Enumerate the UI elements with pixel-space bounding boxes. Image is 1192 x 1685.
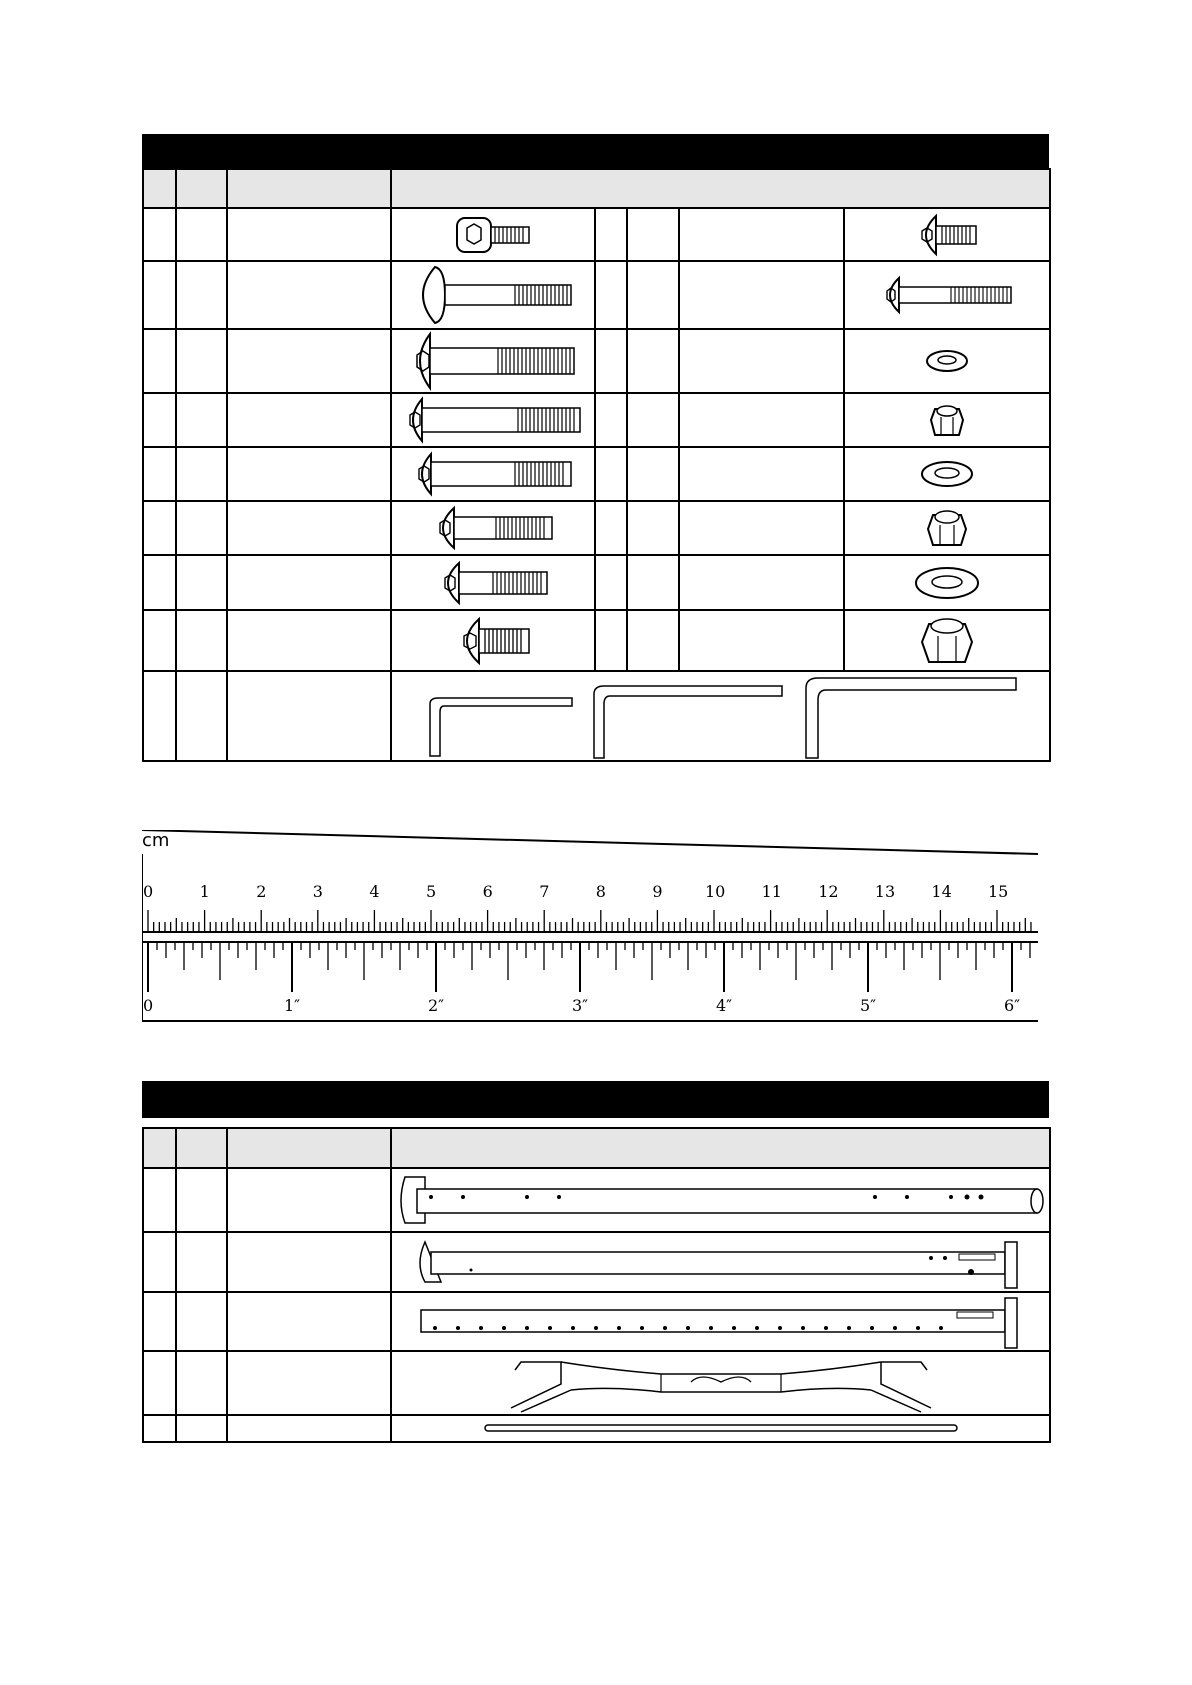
cm-label: 3 [312, 882, 323, 901]
inch-label: 3″ [572, 996, 589, 1015]
button-bolt-stub-icon [453, 615, 533, 667]
button-bolt-short-icon [430, 504, 556, 552]
rail-hole [479, 1326, 483, 1330]
rail-hole [709, 1326, 713, 1330]
parts-row [143, 1351, 1050, 1415]
hardware-row [143, 329, 1050, 393]
cm-label: 8 [595, 882, 606, 901]
parts-row [143, 1232, 1050, 1292]
inch-label: 1″ [284, 996, 301, 1015]
allen-keys-cell [391, 671, 1050, 761]
header-cell-no [143, 169, 176, 208]
hardware-tools-row [143, 671, 1050, 761]
lock-nut-small-icon [927, 399, 967, 441]
rail-hole [870, 1326, 874, 1330]
cm-label: 2 [256, 882, 267, 901]
rod-icon [481, 1422, 961, 1436]
cm-label: 12 [818, 882, 839, 901]
header-cell-description [227, 169, 391, 208]
rail-hole [571, 1326, 575, 1330]
upper-rail-tube-icon [411, 1234, 1031, 1290]
inch-label: 6″ [1004, 996, 1021, 1015]
button-bolt-large-icon [408, 330, 578, 392]
cm-label: 6 [482, 882, 493, 901]
button-bolt-medium-icon [411, 450, 575, 498]
rail-hole [617, 1326, 621, 1330]
header-cell-image [391, 169, 1050, 208]
main-frame-tube-icon [395, 1171, 1047, 1229]
button-bolt-xlong-icon [402, 395, 584, 445]
rail-hole [755, 1326, 759, 1330]
cap-screw-icon [453, 212, 533, 258]
rail-hole [824, 1326, 828, 1330]
cm-label: 13 [874, 882, 896, 901]
flat-washer-small-icon [924, 346, 970, 376]
rail-hole [778, 1326, 782, 1330]
parts-table [142, 1127, 1051, 1443]
hardware-row [143, 555, 1050, 610]
hardware-header-bar [142, 134, 1049, 169]
hardware-row [143, 261, 1050, 329]
rail-hole [916, 1326, 920, 1330]
handlebar-frame-icon [501, 1352, 941, 1414]
rail-hole [525, 1326, 529, 1330]
hardware-row [143, 393, 1050, 447]
header-cell-image [391, 1128, 1050, 1168]
inch-label: 4″ [716, 996, 733, 1015]
rail-hole [732, 1326, 736, 1330]
rail-hole [640, 1326, 644, 1330]
rail-hole [893, 1326, 897, 1330]
cm-label: 7 [539, 882, 550, 901]
header-cell-description [227, 1128, 391, 1168]
rail-hole [548, 1326, 552, 1330]
header-cell-qty [176, 169, 227, 208]
hardware-table [142, 168, 1051, 762]
rail-hole [939, 1326, 943, 1330]
cm-label: 0 [143, 882, 154, 901]
flat-washer-medium-icon [919, 457, 975, 491]
cm-label: 5 [426, 882, 437, 901]
button-screw-short-icon [912, 212, 982, 258]
cm-label: 4 [369, 882, 380, 901]
ruler-graphic [142, 830, 1038, 1022]
rail-hole [663, 1326, 667, 1330]
cm-label: 14 [931, 882, 952, 901]
cm-label: 10 [705, 882, 726, 901]
cm-label: 1 [199, 882, 210, 901]
rail-hole [686, 1326, 690, 1330]
inch-label: 2″ [428, 996, 445, 1015]
allen-key-small-icon [422, 694, 582, 758]
hardware-row [143, 610, 1050, 671]
rail-hole [594, 1326, 598, 1330]
inch-label: 5″ [860, 996, 877, 1015]
parts-header-bar [142, 1081, 1049, 1118]
ruler-unit-label: cm [142, 830, 170, 851]
header-cell-qty [176, 1128, 227, 1168]
button-bolt-long-icon [879, 270, 1015, 320]
rail-hole [801, 1326, 805, 1330]
rail-hole [847, 1326, 851, 1330]
rail-hole [456, 1326, 460, 1330]
adjustable-rail-tube-icon [411, 1294, 1031, 1350]
parts-row [143, 1168, 1050, 1232]
lock-nut-large-icon [918, 614, 976, 668]
allen-key-large-icon [804, 674, 1020, 760]
measurement-ruler [142, 830, 1038, 1022]
hardware-column-header-row [143, 169, 1050, 208]
allen-key-medium-icon [592, 682, 788, 760]
hardware-row [143, 447, 1050, 501]
cm-label: 9 [652, 882, 663, 901]
parts-column-header-row [143, 1128, 1050, 1168]
inch-label: 0 [143, 996, 154, 1015]
rail-hole [433, 1326, 437, 1330]
rail-hole [502, 1326, 506, 1330]
parts-row [143, 1292, 1050, 1351]
flat-washer-large-icon [913, 563, 981, 603]
hardware-row [143, 208, 1050, 261]
hardware-row [143, 501, 1050, 555]
lock-nut-medium-icon [924, 505, 970, 551]
carriage-bolt-icon [411, 263, 575, 327]
cm-label: 11 [761, 882, 782, 901]
button-bolt-short-2-icon [435, 559, 551, 607]
cm-label: 15 [988, 882, 1009, 901]
header-cell-no [143, 1128, 176, 1168]
parts-row [143, 1415, 1050, 1442]
